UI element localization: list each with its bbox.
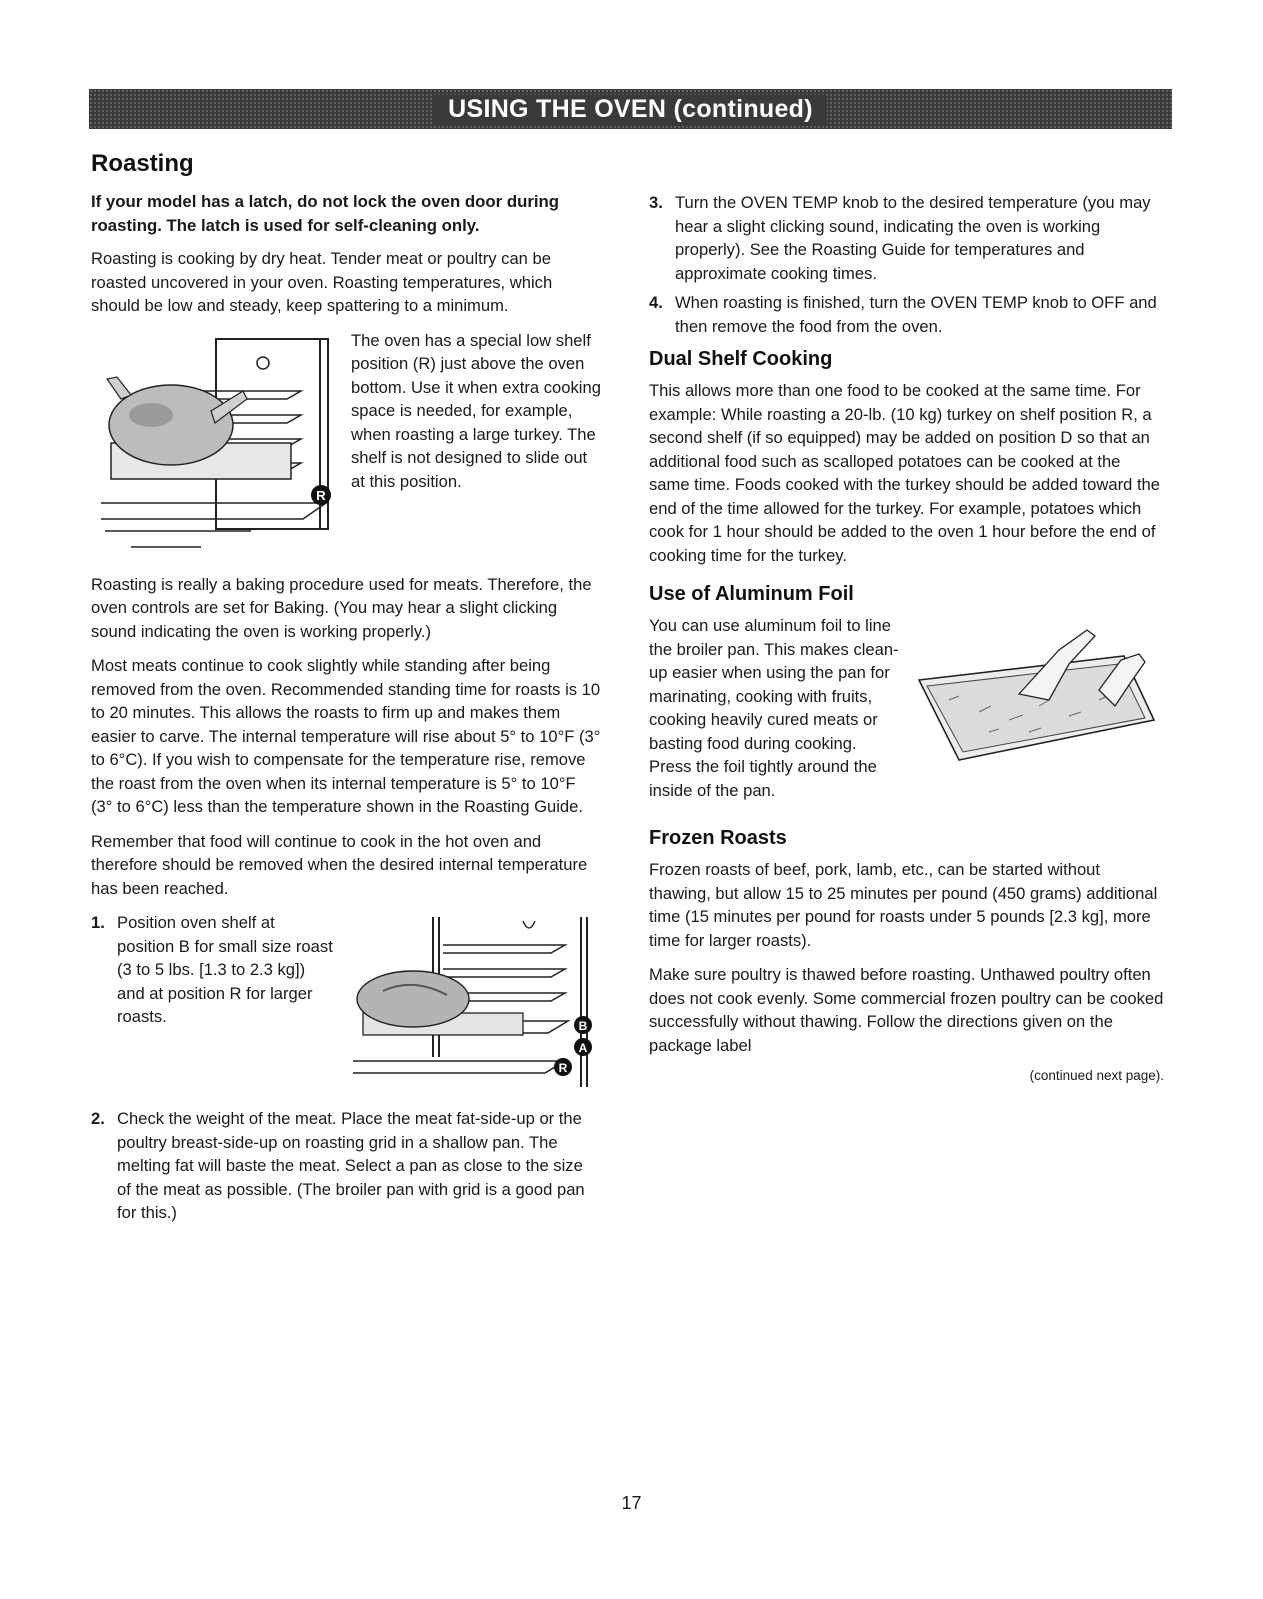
step-item (649, 191, 1164, 285)
thawed-poultry-text: Make sure poultry is thawed before roasting. Unthawed poultry often does not cook evenly. Some commercial frozen poultry can be cooked successfully without thawing. Follow the directions given on the package label (649, 965, 1164, 1055)
shelf-label-r-2: R (558, 1061, 568, 1075)
step-number: 4. (649, 293, 663, 312)
dual-shelf-heading: Dual Shelf Cooking (649, 348, 833, 370)
page-number: 17 (621, 1493, 642, 1513)
dual-shelf-text: This allows more than one food to be cooked at the same time. For example: While roasting a 20-lb. (10 kg) turkey on shelf position R, a second shelf (if so equipped) may be added on position D so that an additional food such as scalloped potatoes can be cooked at the same time. Foods cooked with the turkey should be added toward the end of the time allowed for the turkey. For example, potatoes which cook for 1 hour should be added to the oven 1 hour before the end of cooking time for the turkey. (649, 381, 1161, 565)
continued-note: (continued next page). (1029, 1068, 1164, 1083)
step-item (649, 291, 1164, 338)
low-shelf-text: The oven has a special low shelf position (R) just above the oven bottom. Use it when extra cooking space is needed, for example, when roasting a large turkey. The shelf is not designed to slide out at this position. (351, 330, 601, 491)
step-text: Check the weight of the meat. Place the meat fat-side-up or the poultry breast-side-up on roasting grid in a shallow pan. The melting fat will baste the meat. Select a pan as close to the size of the meat as possible. (The broiler pan with grid is a good pan for this.) (117, 1109, 585, 1222)
latch-warning: If your model has a latch, do not lock the oven door during roasting. The latch is used for self-cleaning only. (91, 192, 560, 235)
step-text: Turn the OVEN TEMP knob to the desired temperature (you may hear a slight clicking sound, indicating the oven is working properly). See the Roasting Guide for temperatures and approximate cooking times. (675, 193, 1151, 283)
right-column (649, 191, 1164, 1083)
shelf-label-b: B (578, 1019, 588, 1033)
step-item (91, 1107, 601, 1225)
remember-text: Remember that food will continue to cook in the hot oven and therefore should be removed when the desired internal temperature has been reached. (91, 831, 588, 898)
step-text: Position oven shelf at position B for small size roast (3 to 5 lbs. [1.3 to 2.3 kg]) and at position R for larger roasts. (117, 913, 333, 1026)
shelf-label-a: A (578, 1041, 588, 1055)
step-text: When roasting is finished, turn the OVEN TEMP knob to OFF and then remove the food from the oven. (675, 293, 1157, 336)
section-banner (89, 89, 1172, 129)
frozen-roasts-text: Frozen roasts of beef, pork, lamb, etc., can be started without thawing, but allow 15 to 25 minutes per pound (450 grams) additional time (15 minutes per pound for roasts under 5 pounds [2.3 kg], more time for larger roasts). (649, 860, 1158, 950)
step-number: 2. (91, 1109, 105, 1128)
step-item (91, 911, 601, 1029)
roasting-heading: Roasting (91, 150, 194, 177)
roasting-steps-right (649, 191, 1164, 338)
turkey-oven-illustration (91, 333, 341, 573)
frozen-roasts-heading: Frozen Roasts (649, 827, 787, 849)
foil-pan-illustration (909, 620, 1164, 790)
standing-time-text: Most meats continue to cook slightly while standing after being removed from the oven. Recommended standing time for roasts is 10 to 20 minutes. This allows the roasts to firm up and makes them easier to carve. The internal temperature will rise about 5° to 10°F (3° to 6°C). If you wish to compensate for the temperature rise, remove the roast from the oven when its internal temperature is 5° to 10°F (3° to 6°C) less than the temperature shown in the Roasting Guide. (91, 656, 601, 816)
shelf-label-r: R (316, 487, 326, 503)
aluminum-foil-heading: Use of Aluminum Foil (649, 583, 854, 605)
banner-title: USING THE OVEN (continued) (434, 95, 827, 124)
step-number: 3. (649, 193, 663, 212)
step-number: 1. (91, 913, 105, 932)
roasting-baking-text: Roasting is really a baking procedure used for meats. Therefore, the oven controls are set for Baking. (You may hear a slight clicking sound indicating the oven is working properly.) (91, 574, 592, 641)
aluminum-foil-text: You can use aluminum foil to line the broiler pan. This makes clean-up easier when using the pan for marinating, cooking with fruits, cooking heavily cured meats or basting food during cooking. Press the foil tightly around the inside of the pan. (649, 616, 899, 800)
roasting-intro: Roasting is cooking by dry heat. Tender meat or poultry can be roasted uncovered in your oven. Roasting temperatures, which should be low and steady, keep spattering to a minimum. (91, 249, 553, 315)
left-column (91, 150, 601, 1235)
